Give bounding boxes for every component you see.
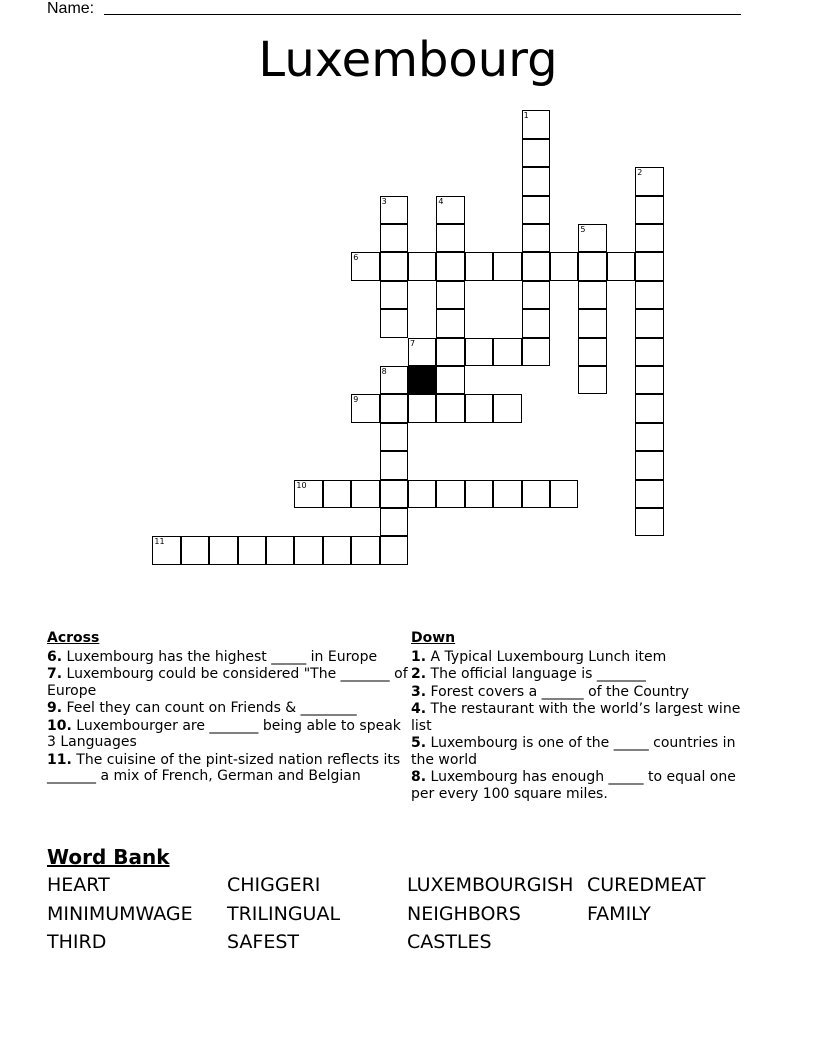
down-clue [411, 735, 761, 768]
grid-cell[interactable] [266, 536, 294, 564]
page-title: Luxembourg [258, 32, 558, 88]
grid-cell[interactable] [522, 167, 550, 195]
grid-cell[interactable] [152, 536, 180, 564]
grid-cell[interactable] [522, 224, 550, 252]
grid-cell[interactable] [465, 338, 493, 366]
down-clue [411, 666, 761, 683]
grid-cell[interactable] [238, 536, 266, 564]
word-bank-item: THIRD [47, 931, 107, 953]
grid-cell[interactable] [408, 394, 436, 422]
grid-cell[interactable] [380, 394, 408, 422]
clue-number: 9. [47, 700, 63, 716]
clue-number: 4. [411, 701, 427, 717]
word-bank-heading: Word Bank [47, 845, 170, 869]
grid-cell[interactable] [635, 196, 663, 224]
grid-cell[interactable] [436, 394, 464, 422]
across-clue [47, 718, 409, 751]
clue-text: The official language is _______ [426, 666, 646, 682]
across-clue [47, 700, 409, 717]
grid-cell[interactable] [578, 366, 606, 394]
grid-cell[interactable] [522, 480, 550, 508]
grid-cell[interactable] [635, 252, 663, 280]
across-clues [47, 630, 409, 786]
clue-text: The cuisine of the pint-sized nation reflects its _______ a mix of French, German and Belgian [47, 751, 401, 784]
word-bank-item: LUXEMBOURGISH [407, 874, 574, 896]
grid-cell[interactable] [493, 480, 521, 508]
grid-cell[interactable] [351, 480, 379, 508]
grid-cell[interactable] [578, 281, 606, 309]
grid-cell[interactable] [578, 309, 606, 337]
grid-cell[interactable] [522, 281, 550, 309]
clue-text: Luxembourg has enough _____ to equal one per every 100 square miles. [411, 769, 736, 802]
grid-cell[interactable] [607, 252, 635, 280]
grid-cell[interactable] [380, 423, 408, 451]
clue-text: Luxembourg could be considered "The _______ of Europe [47, 666, 408, 699]
grid-cell[interactable] [436, 252, 464, 280]
grid-cell[interactable] [380, 252, 408, 280]
word-bank-item: FAMILY [587, 902, 651, 925]
grid-cell[interactable] [522, 338, 550, 366]
clue-number: 1 [523, 111, 529, 121]
grid-cell[interactable] [294, 480, 322, 508]
grid-cell[interactable] [436, 366, 464, 394]
word-bank-item: MINIMUMWAGE [47, 902, 193, 925]
grid-cell[interactable] [380, 451, 408, 479]
grid-cell[interactable] [635, 480, 663, 508]
clue-text: Forest covers a ______ of the Country [426, 683, 690, 700]
grid-cell[interactable] [493, 394, 521, 422]
across-heading: Across [47, 630, 100, 646]
clue-number: 3. [411, 683, 427, 700]
down-heading: Down [411, 630, 456, 646]
word-bank-item: SAFEST [227, 931, 300, 953]
word-bank-item: CASTLES [407, 931, 492, 953]
grid-cell[interactable] [351, 536, 379, 564]
clue-text: Luxembourg has the highest _____ in Europe [62, 648, 378, 665]
word-bank-item: CHIGGERI [227, 874, 321, 896]
grid-cell[interactable] [465, 394, 493, 422]
clue-number: 2. [411, 666, 427, 682]
grid-cell[interactable] [436, 480, 464, 508]
grid-cell[interactable] [635, 423, 663, 451]
grid-cell[interactable] [294, 536, 322, 564]
grid-cell[interactable] [635, 508, 663, 536]
grid-cell[interactable] [465, 252, 493, 280]
grid-cell[interactable] [380, 309, 408, 337]
grid-cell[interactable] [550, 480, 578, 508]
word-bank-item: HEART [47, 874, 110, 896]
clue-text: Luxembourger are _______ being able to speak 3 Languages [47, 717, 401, 750]
grid-cell[interactable] [436, 196, 464, 224]
grid-cell[interactable] [493, 338, 521, 366]
clue-number: 6 [353, 253, 359, 263]
clue-number: 5. [411, 735, 427, 751]
clue-number: 6. [47, 648, 63, 665]
grid-cell[interactable] [380, 281, 408, 309]
grid-cell[interactable] [209, 536, 237, 564]
across-clue-list [47, 649, 409, 785]
clue-number: 8 [381, 367, 387, 376]
grid-cell[interactable] [351, 394, 379, 422]
grid-cell[interactable] [380, 480, 408, 508]
grid-cell[interactable] [635, 394, 663, 422]
down-clue [411, 701, 761, 734]
clue-number: 11 [154, 537, 165, 547]
clue-number: 2 [637, 168, 643, 178]
grid-cell[interactable] [550, 252, 578, 280]
grid-cell[interactable] [493, 252, 521, 280]
clue-number: 4 [438, 196, 444, 206]
grid-cell[interactable] [522, 110, 550, 138]
grid-cell[interactable] [323, 536, 351, 564]
grid-cell[interactable] [522, 309, 550, 337]
grid-cell[interactable] [635, 366, 663, 394]
down-clue-list [411, 649, 761, 803]
grid-cell[interactable] [380, 224, 408, 252]
grid-cell[interactable] [380, 196, 408, 224]
down-clue [411, 769, 761, 802]
clue-number: 10. [47, 717, 72, 734]
grid-cell[interactable] [522, 196, 550, 224]
grid-cell[interactable] [323, 480, 351, 508]
word-bank-item: TRILINGUAL [227, 902, 341, 925]
grid-cell[interactable] [181, 536, 209, 564]
grid-cell[interactable] [635, 224, 663, 252]
clue-number: 3 [381, 196, 387, 206]
across-clue [47, 752, 409, 785]
grid-cell[interactable] [635, 309, 663, 337]
clue-number: 7. [47, 666, 63, 682]
grid-cell[interactable] [351, 252, 379, 280]
black-cell [408, 366, 436, 394]
across-clue [47, 649, 409, 666]
grid-cell[interactable] [635, 338, 663, 366]
grid-cell[interactable] [465, 480, 493, 508]
down-clues [411, 630, 761, 803]
grid-cell[interactable] [436, 224, 464, 252]
clue-text: A Typical Luxembourg Lunch item [426, 648, 667, 665]
grid-cell[interactable] [408, 252, 436, 280]
grid-cell[interactable] [635, 451, 663, 479]
grid-cell[interactable] [578, 224, 606, 252]
grid-cell[interactable] [522, 252, 550, 280]
clue-number: 11. [47, 751, 72, 768]
word-bank-item: CUREDMEAT [587, 874, 706, 896]
grid-cell[interactable] [578, 338, 606, 366]
grid-cell[interactable] [408, 480, 436, 508]
grid-cell[interactable] [635, 167, 663, 195]
grid-cell[interactable] [380, 536, 408, 564]
word-bank-item: NEIGHBORS [407, 902, 521, 925]
grid-cell[interactable] [436, 309, 464, 337]
grid-cell[interactable] [408, 338, 436, 366]
grid-cell[interactable] [436, 281, 464, 309]
grid-cell[interactable] [522, 139, 550, 167]
grid-cell[interactable] [436, 338, 464, 366]
clue-number: 5 [580, 225, 586, 234]
clue-number: 7 [410, 338, 416, 348]
grid-cell[interactable] [578, 252, 606, 280]
clue-text: Luxembourg is one of the _____ countries in the world [411, 735, 736, 768]
name-label: Name: [47, 0, 95, 17]
grid-cell[interactable] [380, 366, 408, 394]
down-clue [411, 649, 761, 666]
grid-cell[interactable] [380, 508, 408, 536]
across-clue [47, 666, 409, 699]
clue-text: Feel they can count on Friends & ________ [62, 700, 357, 716]
clue-number: 8. [411, 769, 427, 785]
clue-number: 10 [296, 480, 307, 490]
grid-cell[interactable] [635, 281, 663, 309]
down-clue [411, 684, 761, 701]
clue-number: 9 [353, 395, 359, 405]
clue-text: The restaurant with the world’s largest wine list [411, 701, 741, 734]
clue-number: 1. [411, 648, 427, 665]
